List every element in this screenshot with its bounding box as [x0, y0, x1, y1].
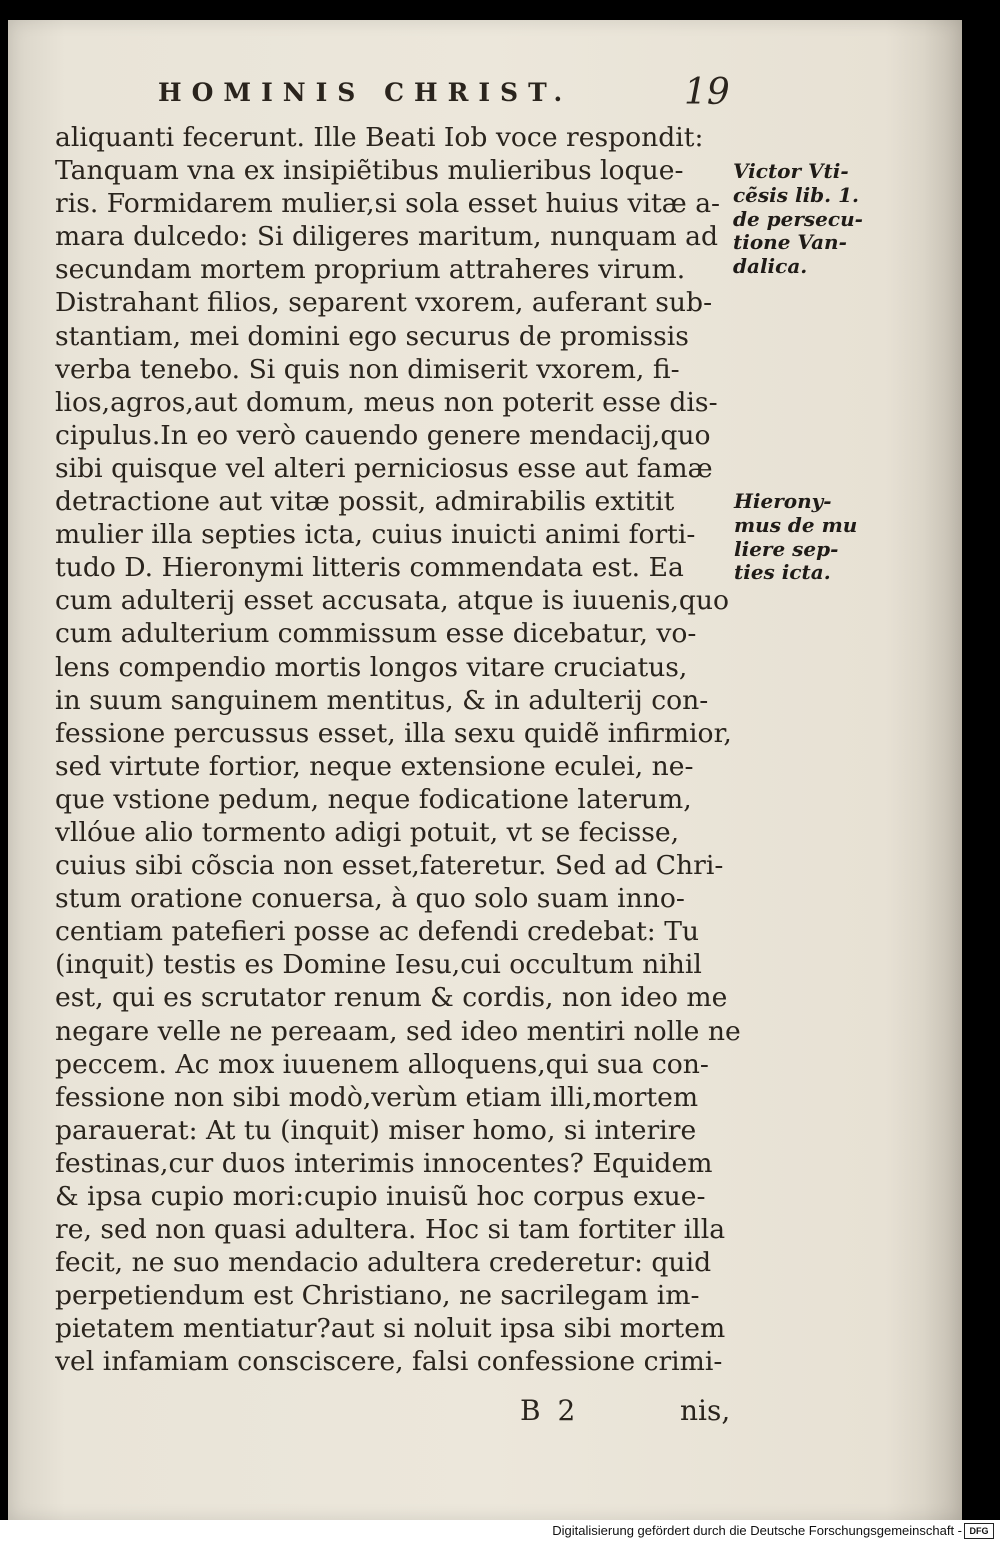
text-line: vel infamiam consciscere, falsi confessione crimi- [55, 1346, 723, 1378]
text-line: est, qui es scrutator renum & cordis, non ideo me [55, 982, 728, 1014]
text-line: sed virtute fortior, neque extensione eculei, ne- [55, 750, 694, 782]
running-head: HOMINIS CHRIST. [158, 78, 573, 107]
text-line: stantiam, mei domini ego securus de promissis [55, 320, 689, 352]
dfg-logo-text: DFG [969, 1526, 989, 1536]
text-line: cipulus.In eo verò cauendo genere mendacij,quo [55, 419, 711, 451]
book-page [8, 20, 962, 1520]
digitization-footer [0, 1520, 1000, 1542]
text-line: detractione aut vitæ possit, admirabilis extitit [55, 486, 675, 518]
text-line: negare velle ne pereaam, sed ideo mentiri nolle ne [55, 1015, 741, 1047]
text-line: cum adulterium commissum esse dicebatur, vo- [55, 618, 697, 650]
text-line: Tanquam vna ex insipiẽtibus mulieribus loque- [55, 155, 684, 187]
text-line: Distrahant filios, separent vxorem, auferant sub- [55, 287, 713, 319]
text-line: que vstione pedum, neque fodicatione laterum, [55, 783, 692, 815]
marginal-note-line: mus de mu [734, 512, 858, 537]
text-line: fecit, ne suo mendacio adultera crederetur: quid [55, 1247, 712, 1279]
text-line: lens compendio mortis longos vitare cruciatus, [55, 651, 688, 683]
marginal-note-line: liere sep- [734, 536, 839, 561]
text-line: festinas,cur duos interimis innocentes? Equidem [55, 1147, 713, 1179]
text-line: parauerat: At tu (inquit) miser homo, si interire [55, 1114, 697, 1146]
text-line: mulier illa septies icta, cuius inuicti animi forti- [55, 519, 696, 551]
digitization-credit: Digitalisierung gefördert durch die Deutsche Forschungsgemeinschaft - [552, 1523, 962, 1538]
text-line: aliquanti fecerunt. Ille Beati Iob voce respondit: [55, 122, 704, 153]
text-line: vllóue alio tormento adigi potuit, vt se fecisse, [55, 816, 680, 848]
text-line: cuius sibi cõscia non esset,fateretur. Sed ad Chri- [55, 850, 724, 882]
text-line: mara dulcedo: Si diligeres maritum, nunquam ad [55, 221, 719, 253]
text-line: centiam patefieri posse ac defendi credebat: Tu [55, 916, 700, 948]
text-line: lios,agros,aut domum, meus non poterit esse dis- [55, 386, 718, 418]
main-text-block [55, 121, 745, 1379]
signature-mark: B 2 [520, 1394, 580, 1427]
text-line: sibi quisque vel alteri perniciosus esse aut famæ [55, 452, 713, 484]
marginal-note-hieronymus [734, 490, 884, 585]
page-number: 19 [684, 72, 730, 113]
marginal-note-line: tione Van- [733, 230, 847, 255]
text-line: cum adulterij esset accusata, atque is iuuenis,quo [55, 585, 730, 617]
marginal-note-line: dalica. [733, 254, 808, 279]
marginal-note-victor [733, 160, 883, 279]
text-line: secundam mortem proprium attraheres virum. [55, 254, 686, 286]
text-line: peccem. Ac mox iuuenem alloquens,qui sua con- [55, 1048, 709, 1080]
catchword: nis, [680, 1394, 731, 1427]
text-line: ris. Formidarem mulier,si sola esset huius vitæ a- [55, 188, 721, 220]
marginal-note-line: de persecu- [733, 206, 863, 231]
dfg-logo-icon [964, 1523, 994, 1539]
text-line: perpetiendum est Christiano, ne sacrilegam im- [55, 1280, 700, 1312]
text-line: tudo D. Hieronymi litteris commendata est. Ea [55, 552, 684, 584]
text-line: verba tenebo. Si quis non dimiserit vxorem, fi- [55, 353, 680, 385]
text-line: pietatem mentiatur?aut si noluit ipsa sibi mortem [55, 1313, 726, 1345]
text-line: re, sed non quasi adultera. Hoc si tam fortiter illa [55, 1214, 726, 1246]
marginal-note-line: ties icta. [734, 560, 831, 585]
text-line: stum oratione conuersa, à quo solo suam inno- [55, 883, 685, 915]
text-line: in suum sanguinem mentitus, & in adulterij con- [55, 684, 709, 716]
marginal-note-line: Victor Vti- [733, 159, 849, 183]
text-line: fessione percussus esset, illa sexu quidẽ infirmior, [55, 717, 732, 749]
marginal-note-line: Hierony- [734, 489, 832, 513]
text-line: & ipsa cupio mori:cupio inuisũ hoc corpus exue- [55, 1181, 706, 1212]
text-line: fessione non sibi modò,verùm etiam illi,mortem [55, 1081, 699, 1113]
page-shadow-edge [924, 20, 962, 1520]
text-line: (inquit) testis es Domine Iesu,cui occultum nihil [55, 949, 702, 981]
marginal-note-line: cẽsis lib. 1. [733, 182, 859, 207]
